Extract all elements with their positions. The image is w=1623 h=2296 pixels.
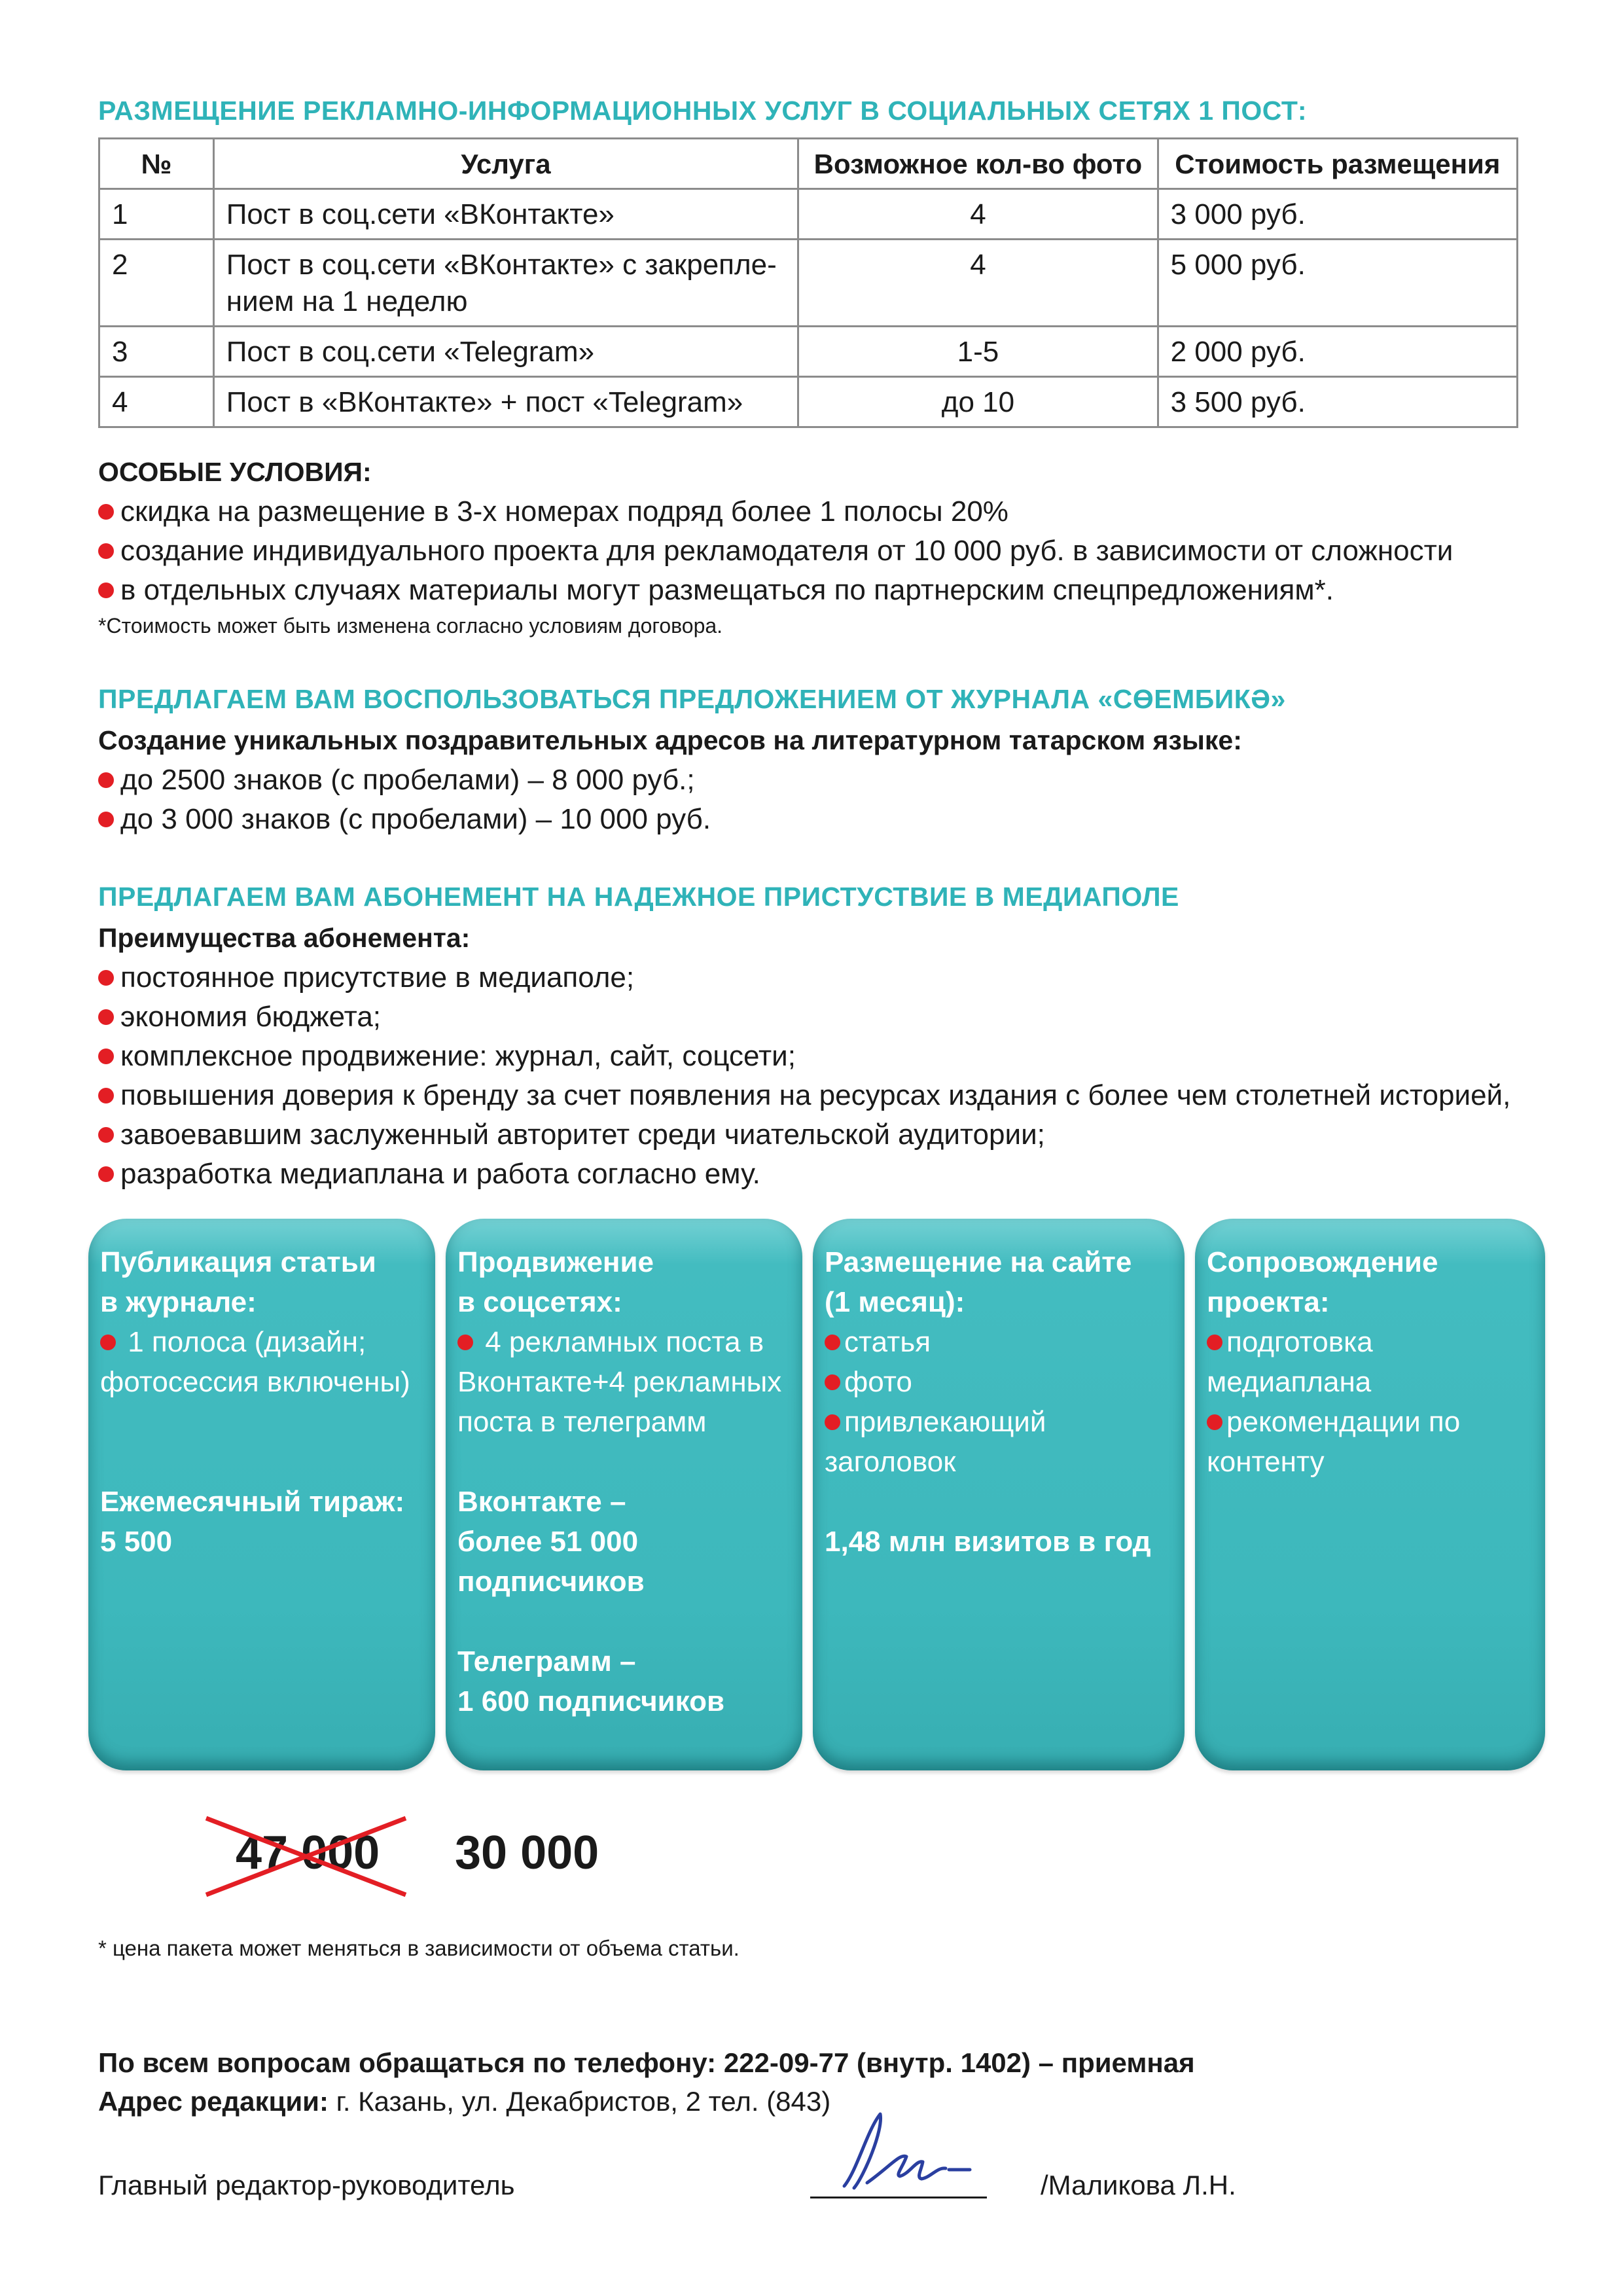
signature-icon: [818, 2104, 988, 2196]
table-header-num: №: [99, 139, 214, 189]
bullet-icon: [100, 1335, 116, 1350]
contact-address: [98, 2086, 830, 2117]
card-bullet-text: подготовка: [1226, 1326, 1373, 1358]
bullet-icon: [98, 1009, 114, 1025]
conditions-note: *Стоимость может быть изменена согласно условиям договора.: [98, 614, 723, 637]
list-item: [98, 1079, 1510, 1112]
card-bullet-text: статья: [844, 1326, 931, 1358]
card-stat: более 51 000: [457, 1526, 639, 1558]
table-cell-price: 2 000 руб.: [1158, 327, 1517, 377]
card-bullet: [1207, 1322, 1533, 1362]
list-item-text: скидка на размещение в 3-х номерах подряд более 1 полосы 20%: [120, 495, 1008, 528]
card-stat: Ежемесячный тираж:: [100, 1486, 405, 1518]
offer-subheading: Создание уникальных поздравительных адресов на литературном татарском языке:: [98, 725, 1242, 755]
table-cell-price: 3 000 руб.: [1158, 189, 1517, 240]
bullet-icon: [825, 1335, 840, 1350]
card-title: Публикация статьи: [100, 1246, 376, 1278]
bullet-icon: [98, 1088, 114, 1103]
card-bullet: [1207, 1402, 1533, 1442]
bullet-icon: [457, 1335, 473, 1350]
list-item: [98, 961, 634, 994]
signature-line: [810, 2197, 987, 2198]
table-cell-price: 3 500 руб.: [1158, 377, 1517, 427]
bullet-icon: [98, 1166, 114, 1182]
card-social: [446, 1219, 802, 1770]
table-cell-num: 4: [99, 377, 214, 427]
card-title: Размещение на сайте: [825, 1246, 1132, 1278]
card-bullet-text: Вконтакте+4 рекламных: [457, 1366, 782, 1398]
table-cell-photos: 1-5: [798, 327, 1158, 377]
bullet-icon: [825, 1374, 840, 1390]
address-label: Адрес редакции:: [98, 2086, 329, 2117]
strikethrough-cross-icon: [200, 1813, 416, 1898]
bullet-icon: [98, 812, 114, 827]
table-cell-num: 3: [99, 327, 214, 377]
address-value: г. Казань, ул. Декабристов, 2 тел. (843): [328, 2086, 831, 2117]
card-bullet: [100, 1322, 423, 1362]
bullet-icon: [98, 543, 114, 559]
list-item-text: создание индивидуального проекта для рекламодателя от 10 000 руб. в зависимости от сложности: [120, 535, 1454, 567]
card-stat: 5 500: [100, 1526, 173, 1558]
list-item: [98, 1119, 1045, 1151]
table-cell-photos: 4: [798, 189, 1158, 240]
card-stat: Телеграмм –: [457, 1645, 636, 1677]
section-heading-subscription: ПРЕДЛАГАЕМ ВАМ АБОНЕМЕНТ НА НАДЕЖНОЕ ПРИСТУСТВИЕ В МЕДИАПОЛЕ: [98, 882, 1179, 912]
card-bullet-text: контенту: [1207, 1446, 1325, 1478]
services-table: [98, 137, 1518, 428]
table-cell-photos: 4: [798, 240, 1158, 327]
card-bullet: [457, 1322, 791, 1362]
bullet-icon: [825, 1414, 840, 1430]
list-item-text: завоевавшим заслуженный авторитет среди чиательской аудитории;: [120, 1119, 1045, 1151]
card-bullet-text: фотосессия включены): [100, 1366, 410, 1398]
new-price: 30 000: [455, 1827, 599, 1879]
list-item-text: комплексное продвижение: журнал, сайт, соцсети;: [120, 1040, 796, 1072]
list-item-text: повышения доверия к бренду за счет появления на ресурсах издания с более чем столетней историей,: [120, 1079, 1511, 1111]
card-stat: подписчиков: [457, 1566, 645, 1598]
card-title: в журнале:: [100, 1286, 257, 1318]
list-item: [98, 1158, 760, 1191]
card-website: [813, 1219, 1185, 1770]
card-title: Сопровождение: [1207, 1246, 1438, 1278]
list-item: [98, 803, 711, 836]
card-bullet: [825, 1322, 1173, 1362]
bullet-icon: [98, 583, 114, 598]
table-row: [99, 377, 1518, 427]
subscription-subheading: Преимущества абонемента:: [98, 923, 471, 953]
bullet-icon: [98, 1127, 114, 1143]
card-bullet-text: 1 полоса (дизайн;: [120, 1326, 366, 1358]
price-note: * цена пакета может меняться в зависимости от объема статьи.: [98, 1936, 740, 1960]
card-title: проекта:: [1207, 1286, 1330, 1318]
bullet-icon: [98, 970, 114, 986]
table-cell-price: 5 000 руб.: [1158, 240, 1517, 327]
bullet-icon: [1207, 1335, 1222, 1350]
bullet-icon: [98, 504, 114, 520]
list-item-text: до 3 000 знаков (с пробелами) – 10 000 руб.: [120, 803, 711, 835]
card-bullet-text: поста в телеграмм: [457, 1406, 707, 1438]
list-item: [98, 535, 1453, 567]
table-cell-service: [213, 240, 798, 327]
bullet-icon: [1207, 1414, 1222, 1430]
card-title: Продвижение: [457, 1246, 654, 1278]
card-bullet-text: рекомендации по: [1226, 1406, 1461, 1438]
list-item-text: экономия бюджета;: [120, 1001, 382, 1033]
bullet-icon: [98, 772, 114, 788]
table-cell-photos: до 10: [798, 377, 1158, 427]
table-header-price: Стоимость размещения: [1158, 139, 1517, 189]
table-cell-num: 1: [99, 189, 214, 240]
card-bullet: [825, 1362, 1173, 1402]
card-bullet-text: заголовок: [825, 1446, 956, 1478]
editor-role: Главный редактор-руководитель: [98, 2170, 515, 2200]
card-bullet-text: привлекающий: [844, 1406, 1046, 1438]
table-cell-service: Пост в «ВКонтакте» + пост «Telegram»: [213, 377, 798, 427]
list-item: [98, 574, 1334, 607]
list-item-text: постоянное присутствие в медиаполе;: [120, 961, 635, 994]
card-support: [1195, 1219, 1545, 1770]
card-bullet-text: медиаплана: [1207, 1366, 1372, 1398]
card-title: (1 месяц):: [825, 1286, 965, 1318]
card-stat: 1,48 млн визитов в год: [825, 1526, 1151, 1558]
section-heading-offer: ПРЕДЛАГАЕМ ВАМ ВОСПОЛЬЗОВАТЬСЯ ПРЕДЛОЖЕНИЕМ ОТ ЖУРНАЛА «СӨЕМБИКӘ»: [98, 684, 1286, 714]
section-heading-social: РАЗМЕЩЕНИЕ РЕКЛАМНО-ИНФОРМАЦИОННЫХ УСЛУГ В СОЦИАЛЬНЫХ СЕТЯХ 1 ПОСТ:: [98, 96, 1308, 126]
table-cell-service-line: нием на 1 неделю: [226, 285, 468, 317]
list-item: [98, 764, 695, 797]
table-cell-service: Пост в соц.сети «ВКонтакте»: [213, 189, 798, 240]
contact-phone: По всем вопросам обращаться по телефону: 222-09-77 (внутр. 1402) – приемная: [98, 2047, 1195, 2078]
card-bullet: [825, 1402, 1173, 1442]
card-bullet-text: 4 рекламных поста в: [477, 1326, 764, 1358]
card-stat: 1 600 подписчиков: [457, 1685, 725, 1717]
table-header-photos: Возможное кол-во фото: [798, 139, 1158, 189]
list-item-text: в отдельных случаях материалы могут размещаться по партнерским спецпредложениям*.: [120, 574, 1334, 606]
table-cell-service-line: Пост в соц.сети «ВКонтакте» с закрепле-: [226, 249, 777, 281]
table-cell-service: Пост в соц.сети «Telegram»: [213, 327, 798, 377]
card-stat: Вконтакте –: [457, 1486, 626, 1518]
old-price: 47 000: [236, 1827, 380, 1879]
table-cell-num: 2: [99, 240, 214, 327]
list-item-text: до 2500 знаков (с пробелами) – 8 000 руб.;: [120, 764, 695, 796]
bullet-icon: [98, 1049, 114, 1064]
table-row: [99, 189, 1518, 240]
table-row: [99, 327, 1518, 377]
card-title: в соцсетях:: [457, 1286, 622, 1318]
editor-name: /Маликова Л.Н.: [1041, 2170, 1236, 2200]
table-header-service: Услуга: [213, 139, 798, 189]
table-row: [99, 240, 1518, 327]
card-magazine: [88, 1219, 435, 1770]
list-item: [98, 1040, 796, 1073]
table-header-row: [99, 139, 1518, 189]
card-bullet-text: фото: [844, 1366, 912, 1398]
list-item-text: разработка медиаплана и работа согласно ему.: [120, 1158, 760, 1190]
conditions-heading: ОСОБЫЕ УСЛОВИЯ:: [98, 457, 372, 487]
list-item: [98, 495, 1008, 528]
list-item: [98, 1001, 381, 1033]
